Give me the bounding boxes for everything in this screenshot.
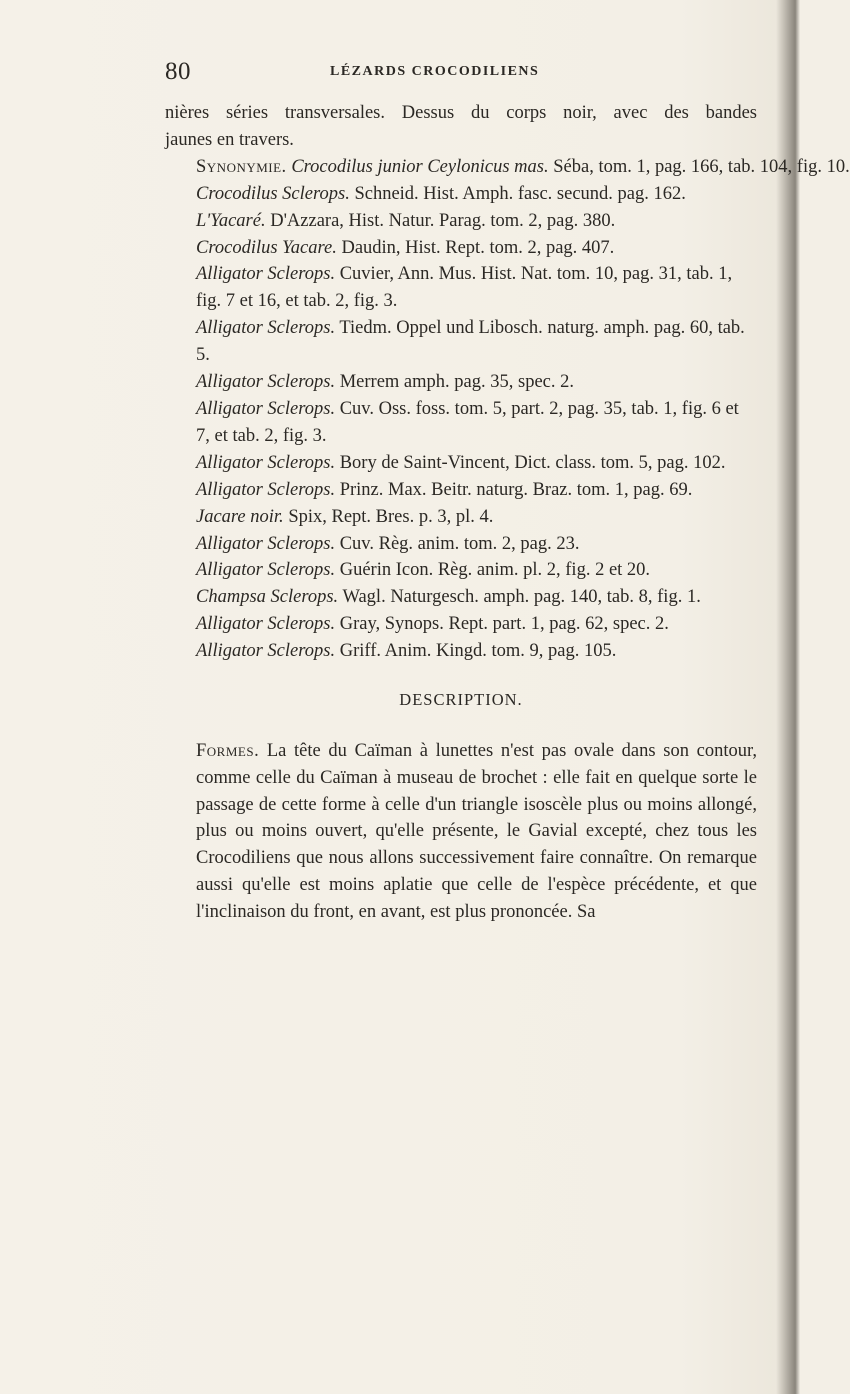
taxon-name: Alligator Sclerops. — [196, 264, 336, 285]
reference: Guérin Icon. Règ. anim. pl. 2, fig. 2 et 20. — [339, 560, 651, 581]
taxon-name: Alligator Sclerops. — [196, 560, 336, 581]
synonymy-section — [165, 154, 850, 665]
formes-label: Formes. — [196, 740, 260, 761]
synonymy-entry — [165, 154, 850, 181]
page-header — [165, 58, 755, 88]
synonymy-entry — [165, 369, 757, 396]
reference: Bory de Saint-Vincent, Dict. class. tom. 5, pag. 102. — [339, 452, 726, 473]
reference: Griff. Anim. Kingd. tom. 9, pag. 105. — [339, 641, 617, 662]
section-heading: DESCRIPTION. — [399, 690, 523, 710]
synonymy-entry — [165, 396, 757, 450]
synonymy-entry — [165, 557, 757, 584]
synonymy-entry — [165, 611, 757, 638]
reference: Daudin, Hist. Rept. tom. 2, pag. 407. — [341, 237, 615, 258]
taxon-name: Crocodilus Sclerops. — [196, 183, 350, 204]
reference: Tiedm. Oppel und Libosch. naturg. amph. pag. 60, tab. 5. — [196, 318, 745, 366]
synonymy-entry — [165, 638, 757, 665]
synonymy-entry — [165, 531, 757, 558]
taxon-name: Jacare noir. — [196, 506, 284, 527]
synonymy-entry — [165, 181, 757, 208]
intro-line: nières séries transversales. Dessus du corps noir, avec des bandes — [165, 103, 757, 123]
taxon-name: Alligator Sclerops. — [196, 533, 336, 554]
synonymy-entry — [165, 208, 757, 235]
taxon-name: L'Yacaré. — [196, 210, 266, 231]
synonymy-entry — [165, 261, 757, 315]
intro-line: jaunes en travers. — [165, 129, 294, 150]
synonymy-label: Synonymie. — [196, 156, 287, 177]
formes-text: La tête du Caïman à lunettes n'est pas ovale dans son contour, comme celle du Caïman à museau de brochet : elle fait en quelque sorte le passage de cette forme à celle d'un triangle isoscèle plus ou moins allongé, plus ou moins ouvert, qu'elle présente, le Gavial excepté, chez tous les Crocodiliens que nous allons successivement faire connaître. On remarque aussi qu'elle est moins aplatie que celle de l'espèce précédente, et que l'inclinaison du front, en avant, est plus prononcée. Sa — [196, 740, 758, 922]
reference: Gray, Synops. Rept. part. 1, pag. 62, spec. 2. — [339, 614, 669, 635]
running-title: LÉZARDS CROCODILIENS — [330, 64, 540, 79]
synonymy-entry — [165, 450, 757, 477]
synonymy-entry — [165, 315, 757, 369]
page-number: 80 — [165, 58, 191, 85]
synonymy-entry — [165, 504, 757, 531]
taxon-name: Alligator Sclerops. — [196, 614, 336, 635]
reference: Wagl. Naturgesch. amph. pag. 140, tab. 8, fig. 1. — [342, 587, 701, 608]
reference: Cuv. Oss. foss. tom. 5, part. 2, pag. 35, tab. 1, fig. 6 et 7, et tab. 2, fig. 3. — [196, 398, 739, 446]
reference: Schneid. Hist. Amph. fasc. secund. pag. 162. — [354, 183, 686, 204]
formes-paragraph — [165, 738, 757, 926]
taxon-name: Crocodilus junior Ceylonicus mas. — [291, 156, 549, 177]
synonymy-entry — [165, 235, 757, 262]
reference: Séba, tom. 1, pag. 166, tab. 104, fig. 10. — [553, 156, 850, 177]
body-text — [165, 100, 850, 926]
taxon-name: Champsa Sclerops. — [196, 587, 339, 608]
taxon-name: Alligator Sclerops. — [196, 372, 336, 393]
reference: Merrem amph. pag. 35, spec. 2. — [339, 372, 574, 393]
reference: Prinz. Max. Beitr. naturg. Braz. tom. 1, pag. 69. — [339, 479, 693, 500]
taxon-name: Alligator Sclerops. — [196, 479, 336, 500]
taxon-name: Alligator Sclerops. — [196, 318, 336, 339]
taxon-name: Alligator Sclerops. — [196, 398, 336, 419]
reference: D'Azzara, Hist. Natur. Parag. tom. 2, pag. 380. — [270, 210, 616, 231]
taxon-name: Alligator Sclerops. — [196, 452, 336, 473]
reference: Cuvier, Ann. Mus. Hist. Nat. tom. 10, pag. 31, tab. 1, fig. 7 et 16, et tab. 2, fig. 3. — [196, 264, 733, 312]
synonymy-entry — [165, 477, 757, 504]
taxon-name: Crocodilus Yacare. — [196, 237, 337, 258]
synonymy-entry — [165, 584, 757, 611]
reference: Cuv. Règ. anim. tom. 2, pag. 23. — [339, 533, 580, 554]
taxon-name: Alligator Sclerops. — [196, 641, 336, 662]
reference: Spix, Rept. Bres. p. 3, pl. 4. — [288, 506, 494, 527]
